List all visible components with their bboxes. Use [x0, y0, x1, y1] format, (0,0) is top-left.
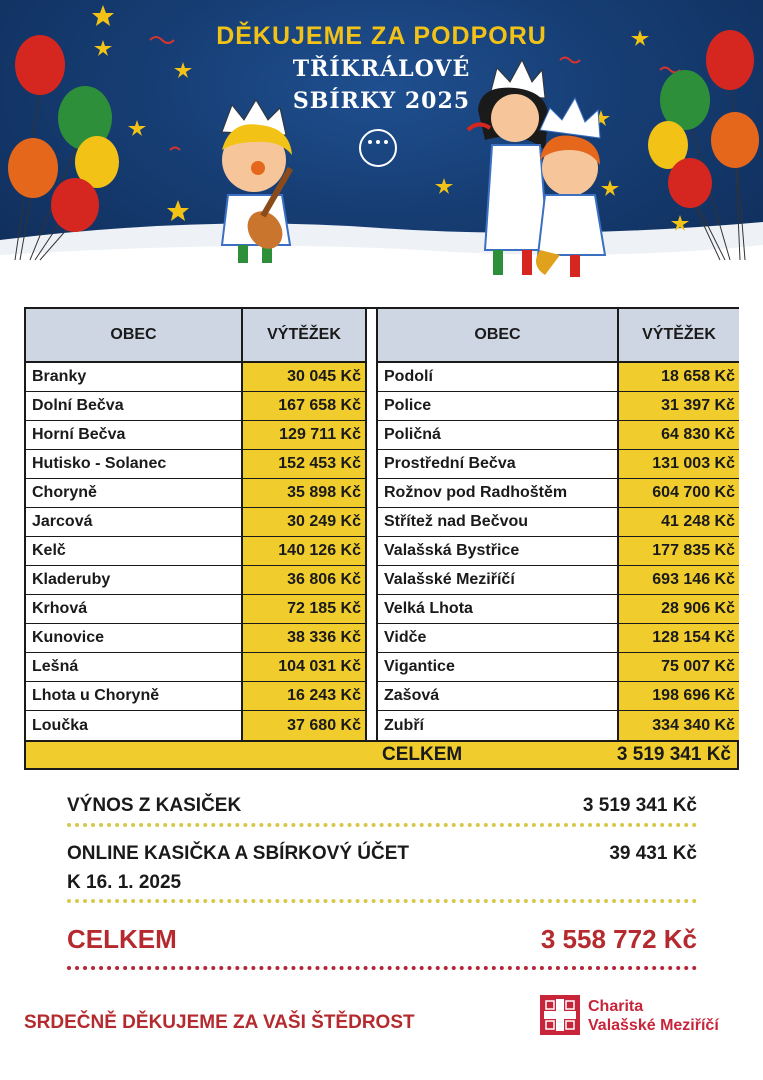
cell-vytezek: 30 249 Kč	[241, 508, 365, 536]
org-name-line2: Valašské Meziříčí	[588, 1017, 719, 1034]
cell-vytezek: 18 658 Kč	[617, 363, 739, 391]
cell-obec: Choryně	[26, 479, 241, 507]
cell-obec: Dolní Bečva	[26, 392, 241, 420]
cell-vytezek: 604 700 Kč	[617, 479, 739, 507]
cell-obec: Loučka	[26, 711, 241, 740]
cell-obec: Prostřední Bečva	[378, 450, 617, 478]
cell-vytezek: 30 045 Kč	[241, 363, 365, 391]
grand-total-label: CELKEM	[67, 924, 177, 954]
king-b-illustration	[536, 98, 605, 277]
table-row	[378, 392, 739, 421]
banner-title-line2: TŘÍKRÁLOVÉ	[292, 56, 471, 82]
cell-obec: Jarcová	[26, 508, 241, 536]
banner-title-line1: DĚKUJEME ZA PODPORU	[216, 22, 547, 50]
table-header	[378, 309, 739, 363]
cell-vytezek: 38 336 Kč	[241, 624, 365, 652]
cell-vytezek: 198 696 Kč	[617, 682, 739, 710]
table-row	[26, 711, 365, 740]
online-value: 39 431 Kč	[609, 843, 697, 864]
table-row	[378, 653, 739, 682]
summary-grand-total	[67, 924, 697, 958]
cell-vytezek: 35 898 Kč	[241, 479, 365, 507]
cell-vytezek: 131 003 Kč	[617, 450, 739, 478]
cell-obec: Hutisko - Solanec	[26, 450, 241, 478]
table-row	[378, 624, 739, 653]
banner-title-line3: SBÍRKY 2025	[292, 88, 471, 114]
cell-vytezek: 104 031 Kč	[241, 653, 365, 681]
table-row	[378, 595, 739, 624]
table-row	[26, 508, 365, 537]
cell-obec: Branky	[26, 363, 241, 391]
table-row	[26, 624, 365, 653]
online-label-line2: K 16. 1. 2025	[67, 872, 182, 893]
cell-vytezek: 167 658 Kč	[241, 392, 365, 420]
dotted-divider	[67, 899, 697, 903]
cell-vytezek: 41 248 Kč	[617, 508, 739, 536]
summary-online	[67, 843, 697, 899]
cell-vytezek: 75 007 Kč	[617, 653, 739, 681]
cell-vytezek: 72 185 Kč	[241, 595, 365, 623]
table-row	[378, 450, 739, 479]
table-row	[378, 363, 739, 392]
table-row	[378, 508, 739, 537]
cell-vytezek: 177 835 Kč	[617, 537, 739, 565]
cell-obec: Vidče	[378, 624, 617, 652]
cell-vytezek: 36 806 Kč	[241, 566, 365, 594]
table-row	[26, 566, 365, 595]
table-row	[26, 421, 365, 450]
table-body	[26, 363, 365, 740]
cell-vytezek: 128 154 Kč	[617, 624, 739, 652]
cell-vytezek: 64 830 Kč	[617, 421, 739, 449]
cell-obec: Police	[378, 392, 617, 420]
col-header-obec: OBEC	[378, 309, 617, 361]
cell-obec: Zubří	[378, 711, 617, 740]
cell-obec: Kunovice	[26, 624, 241, 652]
table-body	[378, 363, 739, 740]
king-k-illustration	[222, 100, 293, 263]
table-row	[26, 450, 365, 479]
org-name-line1: Charita	[588, 998, 644, 1015]
cell-obec: Zašová	[378, 682, 617, 710]
table-left-half	[26, 309, 365, 740]
table-row	[26, 653, 365, 682]
table-row	[378, 421, 739, 450]
col-header-vytezek: VÝTĚŽEK	[241, 309, 365, 361]
thanks-message: SRDEČNĚ DĚKUJEME ZA VAŠI ŠTĚDROST	[24, 1012, 415, 1033]
cell-vytezek: 152 453 Kč	[241, 450, 365, 478]
cell-obec: Lhota u Choryně	[26, 682, 241, 710]
cell-obec: Velká Lhota	[378, 595, 617, 623]
charita-cross-logo-icon	[540, 995, 580, 1035]
table-row	[26, 595, 365, 624]
table-row	[26, 392, 365, 421]
dotted-divider-red	[67, 966, 697, 970]
table-right-half	[378, 309, 739, 740]
col-header-obec: OBEC	[26, 309, 241, 361]
dotted-divider	[67, 823, 697, 827]
summary-kasicky	[67, 795, 697, 821]
hero-banner	[0, 0, 763, 290]
cell-obec: Rožnov pod Radhoštěm	[378, 479, 617, 507]
cell-vytezek: 37 680 Kč	[241, 711, 365, 740]
grand-total-value: 3 558 772 Kč	[540, 924, 697, 954]
cell-obec: Kladeruby	[26, 566, 241, 594]
column-divider	[365, 309, 378, 740]
table-row	[378, 566, 739, 595]
table-row	[378, 682, 739, 711]
cell-vytezek: 140 126 Kč	[241, 537, 365, 565]
table-row	[378, 711, 739, 740]
table-row	[26, 363, 365, 392]
cell-obec: Poličná	[378, 421, 617, 449]
kasicky-value: 3 519 341 Kč	[582, 795, 697, 816]
table-total-label: CELKEM	[382, 744, 463, 765]
cell-obec: Střítež nad Bečvou	[378, 508, 617, 536]
cell-obec: Vigantice	[378, 653, 617, 681]
cell-obec: Podolí	[378, 363, 617, 391]
cell-vytezek: 693 146 Kč	[617, 566, 739, 594]
tkrs-emblem-icon	[360, 130, 396, 166]
cell-obec: Lešná	[26, 653, 241, 681]
cell-vytezek: 16 243 Kč	[241, 682, 365, 710]
table-row	[26, 479, 365, 508]
table-row	[378, 537, 739, 566]
table-total-value: 3 519 341 Kč	[616, 744, 731, 765]
cell-vytezek: 28 906 Kč	[617, 595, 739, 623]
cell-vytezek: 129 711 Kč	[241, 421, 365, 449]
cell-obec: Krhová	[26, 595, 241, 623]
table-total-row	[26, 740, 737, 768]
table-header	[26, 309, 365, 363]
kasicky-label: VÝNOS Z KASIČEK	[67, 795, 242, 816]
cell-vytezek: 31 397 Kč	[617, 392, 739, 420]
cell-obec: Valašská Bystřice	[378, 537, 617, 565]
cell-vytezek: 334 340 Kč	[617, 711, 739, 740]
cell-obec: Kelč	[26, 537, 241, 565]
online-label-line1: ONLINE KASIČKA A SBÍRKOVÝ ÚČET	[67, 843, 410, 864]
col-header-vytezek: VÝTĚŽEK	[617, 309, 739, 361]
cell-obec: Horní Bečva	[26, 421, 241, 449]
table-row	[26, 537, 365, 566]
results-table	[24, 307, 739, 770]
table-row	[26, 682, 365, 711]
table-row	[378, 479, 739, 508]
cell-obec: Valašské Meziříčí	[378, 566, 617, 594]
